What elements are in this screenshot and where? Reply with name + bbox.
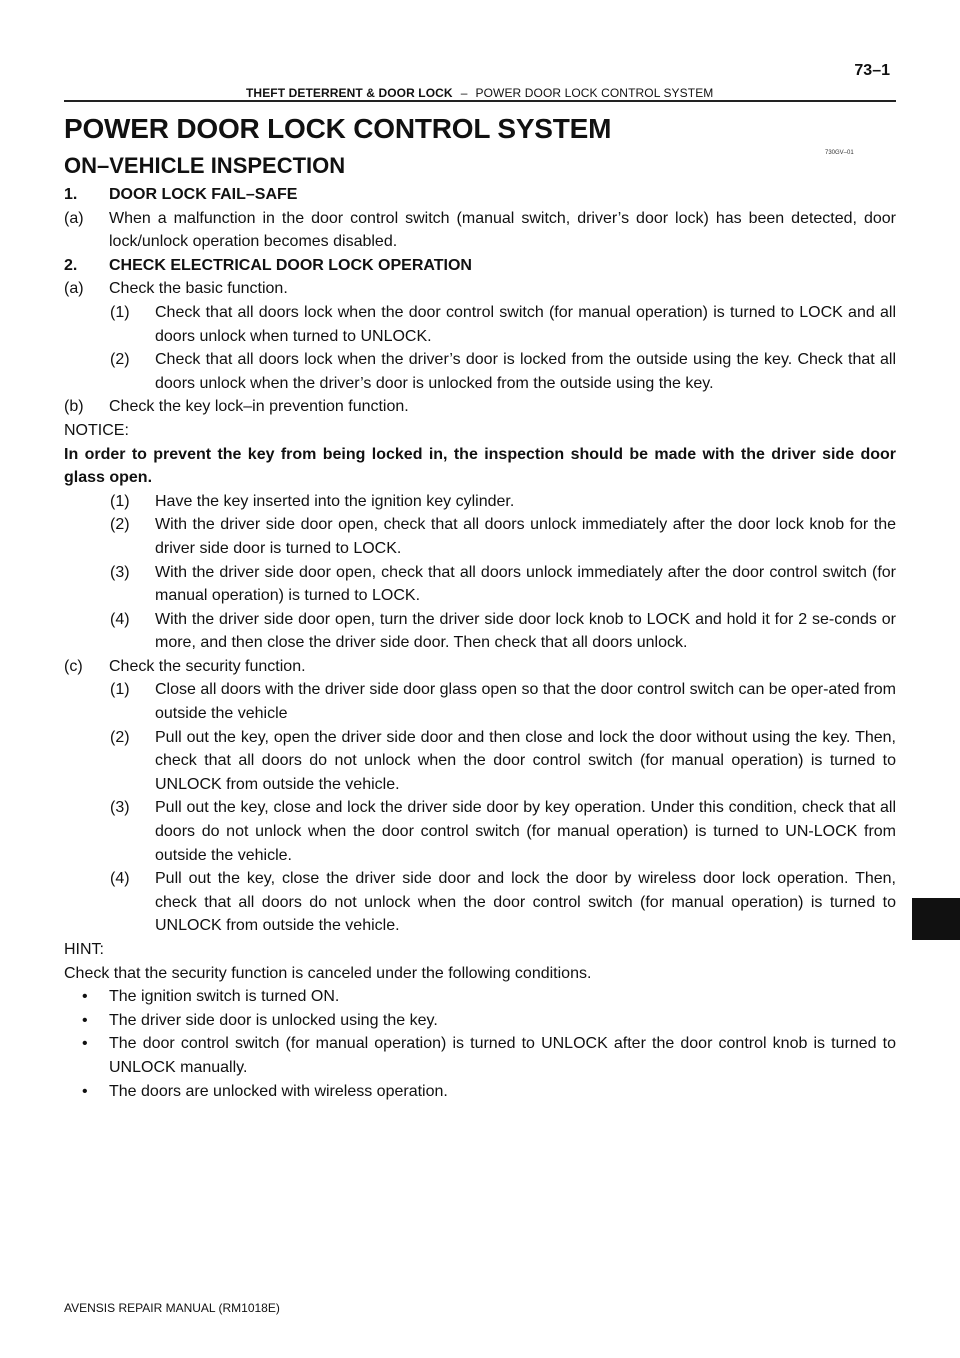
- step-1a: (a) When a malfunction in the door control switch (manual switch, driver’s door lock) has been detected, door lock/unlock operation becomes disabled.: [64, 209, 896, 251]
- step-2a: (a) Check the basic function.: [64, 280, 288, 298]
- notice-label: NOTICE:: [64, 421, 129, 439]
- hint-intro: Check that the security function is canceled under the following conditions.: [64, 964, 592, 982]
- header-section: THEFT DETERRENT & DOOR LOCK: [246, 86, 453, 100]
- step-2c-1: (1) Close all doors with the driver side door glass open so that the door control switch can be oper-ated from outside the vehicle: [110, 681, 896, 723]
- page-number: 73–1: [854, 62, 890, 79]
- step-2b-3: (3) With the driver side door open, check that all doors unlock immediately after the door control switch (for manual operation) is turned to LOCK.: [110, 563, 896, 605]
- step-2c: (c) Check the security function.: [64, 657, 306, 675]
- page-content: [64, 112, 896, 1103]
- hint-bullet-4: • The doors are unlocked with wireless operation.: [64, 1080, 896, 1104]
- notice-text: In order to prevent the key from being locked in, the inspection should be made with the driver side door glass open.: [64, 445, 896, 487]
- bullet-icon: •: [82, 988, 88, 1006]
- page-title: POWER DOOR LOCK CONTROL SYSTEM: [64, 113, 612, 144]
- document-code: 730GV–01: [825, 150, 854, 156]
- step-2c-2: (2) Pull out the key, open the driver side door and then close and lock the door without using the key. Then, check that all doors do not unlock when the door control switch (for manual operation) is turned to UNLOCK from outside the vehicle.: [110, 728, 896, 793]
- step-2b-1: (1) Have the key inserted into the ignition key cylinder.: [110, 492, 515, 510]
- section-tab-marker: [912, 898, 960, 940]
- bullet-icon: •: [82, 1011, 88, 1029]
- hint-label: HINT:: [64, 941, 104, 958]
- header-separator: –: [460, 86, 468, 100]
- section-subtitle: ON–VEHICLE INSPECTION: [64, 153, 346, 178]
- header-rule: [64, 100, 896, 102]
- step-2b: (b) Check the key lock–in prevention function.: [64, 398, 409, 416]
- step-2a-2: (2) Check that all doors lock when the driver’s door is locked from the outside using the key. Check that all doors unlock when the driver’s door is unlocked from the outside using the key.: [110, 351, 896, 392]
- running-header: [246, 86, 713, 100]
- hint-bullet-1: • The ignition switch is turned ON.: [64, 985, 896, 1009]
- header-subsection: POWER DOOR LOCK CONTROL SYSTEM: [475, 86, 714, 100]
- bullet-icon: •: [82, 1035, 88, 1053]
- hint-bullet-2: • The driver side door is unlocked using the key.: [64, 1009, 896, 1033]
- step-2b-2: (2) With the driver side door open, check that all doors unlock immediately after the door lock knob for the driver side door is turned to LOCK.: [110, 516, 896, 557]
- bullet-icon: •: [82, 1082, 88, 1100]
- footer-manual-id: AVENSIS REPAIR MANUAL (RM1018E): [64, 1301, 280, 1315]
- step-2c-3: (3) Pull out the key, close and lock the driver side door by key operation. Under this condition, check that all doors do not unlock when the door control switch (for manual operation) is turned to UN-LOCK from outside the vehicle.: [110, 799, 896, 864]
- step-2b-4: (4) With the driver side door open, turn the driver side door lock knob to LOCK and hold it for 2 se-conds or more, and then close the driver side door. Then check that all doors unlock.: [110, 610, 896, 652]
- step-2a-1: (1) Check that all doors lock when the door control switch (for manual operation) is turned to LOCK and all doors unlock when turned to UNLOCK.: [110, 303, 896, 345]
- hint-bullet-3: • The door control switch (for manual operation) is turned to UNLOCK after the door control knob is turned to UNLOCK manually.: [64, 1032, 896, 1079]
- step-2c-4: (4) Pull out the key, close the driver side door and lock the door by wireless door lock operation. Then, check that all doors do not unlock when the door control switch (for manual operation) is turned to UNLOCK from outside the vehicle.: [110, 870, 896, 935]
- step-2-heading: 2. CHECK ELECTRICAL DOOR LOCK OPERATION: [64, 256, 472, 274]
- step-1-heading: 1. DOOR LOCK FAIL–SAFE: [64, 186, 298, 203]
